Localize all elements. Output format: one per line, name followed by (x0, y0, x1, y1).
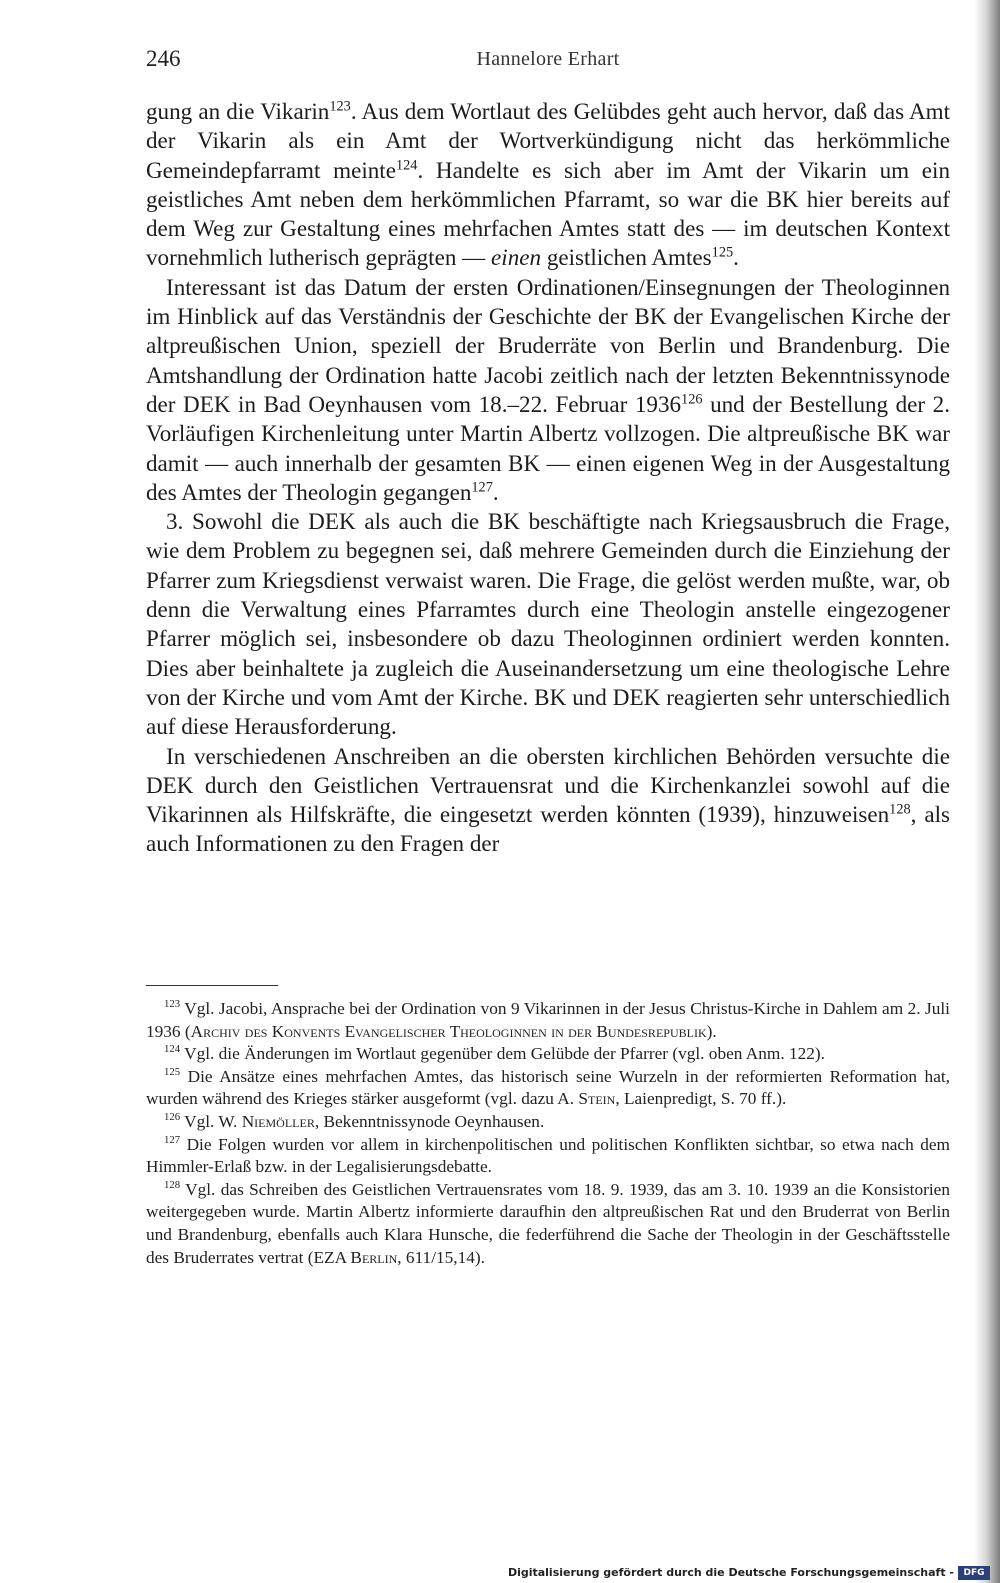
footnotes (146, 998, 950, 1269)
footnote-ref-124[interactable]: 124 (395, 156, 418, 173)
footnote-text-end: ). (706, 1021, 717, 1041)
footnote-text: Die Folgen wurden vor allem in kirchenpolitischen und politischen Konflikten sichtbar, so etwa nach dem Himmler-Erlaß bzw. in der Legalisierungsdebatte. (146, 1134, 950, 1177)
main-text (146, 97, 950, 859)
footnote-text: Vgl. Jacobi, Ansprache bei der Ordination von 9 Vikarinnen in der Jesus Christus-Kirche in Dahlem am 2. Juli 1936 ( (146, 999, 950, 1041)
footnote-text-end: , 611/15,14). (397, 1247, 485, 1267)
text-run: und der Bestellung der 2. Vorläufigen Kirchenleitung unter Martin Albertz vollzogen. Die altpreußische BK war damit — auch innerhalb der gesamten BK — einen eigenen Weg in der Ausgestaltung des Amtes der Theologin gegangen (146, 390, 950, 505)
text-run: gung an die Vikarin (146, 98, 330, 124)
footnote-smallcaps: Stein (578, 1089, 616, 1109)
footnote-number: 124 (164, 1043, 181, 1056)
text-run: , als auch Informationen zu den Fragen der (146, 801, 950, 857)
footnote-125 (146, 1066, 950, 1111)
footnote-ref-128[interactable]: 128 (889, 801, 911, 818)
paragraph-1 (146, 97, 950, 273)
footnote-ref-125[interactable]: 125 (711, 244, 734, 261)
footnote-text-end: , Bekenntnissynode Oeynhausen. (314, 1111, 545, 1131)
text-run: . Aus dem Wortlaut des Gelübdes geht auch hervor, daß das Amt der Vikarin als ein Amt der Wortverkündigung nicht das herkömmliche Gemeindepfarramt meinte (146, 98, 950, 183)
footnote-128 (146, 1179, 950, 1269)
footnote-124 (146, 1043, 950, 1066)
text-run: Interessant ist das Datum der ersten Ordinationen/Einsegnungen der Theologinnen im Hinblick auf das Verständnis der Geschichte der BK der Evangelischen Kirche der altpreußischen Union, speziell der Bruderräte von Berlin und Brandenburg. Die Amtshandlung der Ordination hatte Jacobi zeitlich nach der letzten Bekenntnissynode der DEK in Bad Oeynhausen vom 18.–22. Februar 1936 (146, 273, 950, 417)
text-run: . (733, 244, 739, 271)
footnote-123 (146, 998, 950, 1043)
footnote-number: 125 (164, 1066, 181, 1079)
footnote-smallcaps: Archiv des Konvents Evangelischer Theologinnen in der Bundesrepublik (190, 1021, 707, 1041)
paragraph-4 (146, 742, 950, 859)
emphasis-einen: einen (491, 244, 542, 271)
footnote-text: Vgl. das Schreiben des Geistlichen Vertrauensrates vom 18. 9. 1939, das am 3. 10. 1939 an die Konsistorien weitergegeben wurde. Martin Albertz informierte daraufhin den altpreußischen Rat und den Bruderrat von Berlin und Brandenburg, ebenfalls auch Klara Hunsche, die federführend die Sache der Theologin in der Geschäftsstelle des Bruderrates vertrat (EZA (146, 1179, 950, 1267)
text-run: . (492, 478, 499, 505)
footnote-text-end: , Laienpredigt, S. 70 ff.). (615, 1089, 787, 1109)
dfg-logo: DFG (958, 1566, 990, 1580)
page-number: 246 (146, 46, 181, 71)
running-title-author: Hannelore Erhart (476, 48, 620, 70)
footnote-separator (146, 985, 278, 986)
paragraph-3: 3. Sowohl die DEK als auch die BK beschäftigte nach Kriegsausbruch die Frage, wie dem Problem zu begegnen sei, daß mehrere Gemeinden durch die Einziehung der Pfarrer zum Kriegsdienst verwaist waren. Die Frage, die gelöst werden mußte, war, ob denn die Verwaltung eines Pfarramtes durch eine Theologin anstelle eingezogener Pfarrer möglich sei, insbesondere ob dazu Theologinnen ordiniert werden konnten. Dies aber beinhaltete ja zugleich die Auseinandersetzung um eine theologische Lehre von der Kirche und vom Amt der Kirche. BK und DEK reagierten sehr unterschiedlich auf diese Herausforderung. (146, 508, 950, 740)
footnote-text: Vgl. W. (180, 1111, 242, 1131)
footnote-127 (146, 1134, 950, 1179)
footnote-text: Vgl. die Änderungen im Wortlaut gegenüber dem Gelübde der Pfarrer (vgl. oben Anm. 122). (180, 1044, 825, 1064)
running-head (146, 46, 950, 76)
footnote-ref-123[interactable]: 123 (329, 98, 351, 115)
footnote-number: 127 (164, 1133, 181, 1146)
footnote-smallcaps: Berlin (350, 1247, 398, 1267)
footnote-number: 126 (164, 1111, 181, 1124)
text-run: In verschiedenen Anschreiben an die obersten kirchlichen Behörden versuchte die DEK durch den Geistlichen Vertrauensrat und die Kirchenkanzlei sowohl auf die Vikarinnen als Hilfskräfte, die eingesetzt werden könnten (1939), hinzuweisen (146, 742, 950, 828)
footnote-ref-127[interactable]: 127 (471, 479, 493, 496)
footnote-126 (146, 1111, 950, 1134)
footnote-number: 128 (164, 1178, 181, 1191)
text-run: geistlichen Amtes (541, 244, 712, 271)
paragraph-2 (146, 273, 950, 507)
page-edge-shadow (974, 0, 1000, 1583)
footnote-ref-126[interactable]: 126 (681, 391, 703, 408)
footnote-number: 123 (164, 998, 181, 1011)
text-run: . Handelte es sich aber im Amt der Vikarin um ein geistliches Amt neben dem herkömmlichen Pfarramt, so war die BK hier bereits auf dem Weg zur Gestaltung eines mehrfachen Amtes statt des — im deutschen Kontext vornehmlich lutherisch geprägten — (146, 156, 951, 271)
digitization-note: Digitalisierung gefördert durch die Deutsche Forschungsgemeinschaft - (507, 1566, 954, 1579)
footnote-smallcaps: Niemöller (241, 1111, 315, 1131)
footnote-text: Die Ansätze eines mehrfachen Amtes, das historisch seine Wurzeln in der reformierten Reformation hat, wurden während des Krieges stärker ausgeformt (vgl. dazu A. (146, 1066, 950, 1109)
